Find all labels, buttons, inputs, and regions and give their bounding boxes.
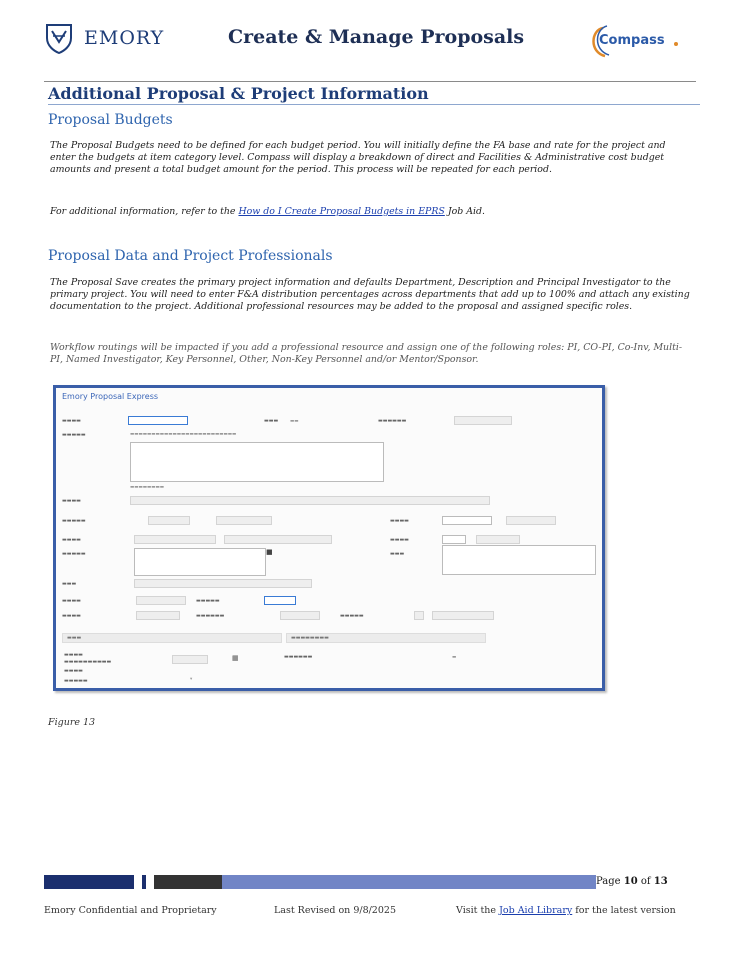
field-label: ▬▬▬▬▬▬ bbox=[378, 418, 407, 424]
field-label: ▬▬▬▬ bbox=[62, 418, 81, 424]
field-hint: ▬▬▬▬▬▬▬▬ bbox=[130, 485, 165, 490]
footer-note-suffix: for the latest version bbox=[572, 905, 676, 916]
field-label: ▬▬▬▬ bbox=[62, 598, 81, 604]
calendar-icon[interactable]: ▦ bbox=[232, 654, 239, 662]
sponsor-program-field[interactable] bbox=[134, 548, 266, 576]
field-label: ▬▬▬▬▬ bbox=[62, 432, 86, 438]
page-total: 13 bbox=[653, 876, 668, 887]
purpose-select[interactable] bbox=[134, 579, 312, 588]
proposal-budgets-reference bbox=[50, 206, 690, 218]
field-label: ▬▬▬▬▬▬ bbox=[196, 613, 225, 619]
compass-logo-text: Compass bbox=[599, 33, 665, 48]
section-heading: Additional Proposal & Project Information bbox=[48, 84, 700, 105]
field-label: ▬▬▬▬ bbox=[390, 518, 409, 524]
field-label: ▬▬▬▬ bbox=[62, 498, 81, 504]
field-label: ▬▬▬▬▬▬▬▬▬▬ bbox=[64, 659, 112, 665]
field-label: ▬▬▬▬▬ bbox=[62, 518, 86, 524]
footer-revised-date: Last Revised on 9/8/2025 bbox=[274, 905, 396, 916]
dropdown-icon[interactable]: ▾ bbox=[190, 677, 193, 682]
field-value: ▬▬ bbox=[290, 419, 299, 424]
field-label: ▬▬▬▬ bbox=[62, 613, 81, 619]
proposal-budgets-paragraph: The Proposal Budgets need to be defined for each budget period. You will initially define the FA base and rate for the project and enter the budgets at item category level. Compass will display a breakdown of direct and Facilities & Administrative cost budget amounts and present a total budget amount for the period. This process will be repeated for each period. bbox=[50, 140, 666, 176]
footer-job-aid-note bbox=[456, 905, 676, 916]
department-field[interactable] bbox=[442, 516, 492, 525]
field-value: ▬ bbox=[452, 655, 457, 660]
proposal-id-field[interactable] bbox=[128, 416, 188, 425]
figure-caption: Figure 13 bbox=[48, 717, 96, 728]
field-label: ▬▬▬▬ bbox=[62, 537, 81, 543]
proposal-data-paragraph: The Proposal Save creates the primary project information and defaults Department, Description and Principal Investigator to the primary project. You will need to enter F&A distribution percentages across departments that add up to 100% and attach any existing documentation to the project. Additional professional resources may be added to the proposal and assigned specific roles. bbox=[50, 277, 690, 313]
compass-logo bbox=[583, 22, 683, 62]
emory-logo-text: EMORY bbox=[84, 27, 165, 49]
field-label: ▬▬▬▬ bbox=[64, 668, 83, 674]
proposal-budgets-heading: Proposal Budgets bbox=[48, 112, 173, 128]
document-title: Create & Manage Proposals bbox=[228, 26, 525, 48]
sponsor-flag-field[interactable] bbox=[414, 611, 424, 620]
department-name-field bbox=[506, 516, 556, 525]
field-label: ▬▬▬▬▬ bbox=[340, 613, 364, 619]
end-date-field[interactable] bbox=[280, 611, 320, 620]
page-number bbox=[596, 876, 668, 887]
field-label: ▬▬▬▬ bbox=[390, 537, 409, 543]
proposal-express-screenshot bbox=[53, 385, 605, 691]
proposal-title-textarea[interactable] bbox=[130, 442, 384, 482]
emory-logo bbox=[44, 22, 164, 54]
short-title-field bbox=[130, 496, 490, 505]
sponsor-name-field bbox=[216, 516, 272, 525]
proposal-status-select[interactable] bbox=[264, 596, 296, 605]
activity-name-field bbox=[476, 535, 520, 544]
budgets-job-aid-link[interactable]: How do I Create Proposal Budgets in EPRS bbox=[238, 206, 445, 217]
field-label: ▬▬▬▬▬ bbox=[196, 598, 220, 604]
workflow-routing-paragraph: Workflow routings will be impacted if you add a professional resource and assign one of the following roles: PI, CO-PI, Co-Inv, Multi-PI, Named Investigator, Key Personnel, Other, Non-Key Personnel and/or Mentor/Sponsor. bbox=[50, 342, 683, 366]
pi-field[interactable] bbox=[134, 535, 216, 544]
job-aid-library-link[interactable]: Job Aid Library bbox=[499, 905, 573, 916]
sponsor-field bbox=[148, 516, 190, 525]
header-rule bbox=[44, 81, 696, 82]
field-label: ▬▬▬ bbox=[62, 581, 77, 587]
footer-confidential: Emory Confidential and Proprietary bbox=[44, 905, 217, 916]
screenshot-title: Emory Proposal Express bbox=[62, 392, 159, 401]
field-label: ▬▬▬ bbox=[390, 551, 405, 557]
page-label: Page bbox=[596, 876, 624, 887]
status-field bbox=[454, 416, 512, 425]
notes-textarea[interactable] bbox=[442, 545, 596, 575]
field-label: ▬▬▬▬▬▬ bbox=[284, 654, 313, 660]
reference-suffix: Job Aid. bbox=[444, 206, 485, 217]
field-hint: ▬▬▬▬▬▬▬▬▬▬▬▬▬▬▬▬▬▬▬▬▬▬▬▬▬ bbox=[130, 432, 237, 437]
footer-bar bbox=[44, 875, 596, 889]
footer-note-prefix: Visit the bbox=[456, 905, 500, 916]
checkbox-icon[interactable]: ■ bbox=[266, 548, 273, 556]
budget-band: ▬▬▬▬▬▬▬▬ bbox=[286, 633, 486, 643]
emory-shield-icon bbox=[44, 22, 74, 54]
field-label: ▬▬▬▬▬ bbox=[64, 678, 88, 684]
pi-name-field bbox=[224, 535, 332, 544]
field-label: ▬▬▬▬▬ bbox=[62, 551, 86, 557]
page-current: 10 bbox=[623, 876, 638, 887]
field-label: ▬▬▬ bbox=[264, 418, 279, 424]
page-header bbox=[0, 0, 740, 82]
proposal-data-heading: Proposal Data and Project Professionals bbox=[48, 248, 333, 264]
activity-code-field[interactable] bbox=[442, 535, 466, 544]
proposal-type-select[interactable] bbox=[136, 596, 186, 605]
page-of: of bbox=[637, 876, 654, 887]
start-date-field[interactable] bbox=[136, 611, 180, 620]
field-label: ▬▬▬▬ bbox=[64, 652, 83, 658]
dates-band: ▬▬▬ bbox=[62, 633, 282, 643]
sponsor-deadline-field bbox=[432, 611, 494, 620]
submission-date-field[interactable] bbox=[172, 655, 208, 664]
reference-prefix: For additional information, refer to the bbox=[50, 206, 239, 217]
